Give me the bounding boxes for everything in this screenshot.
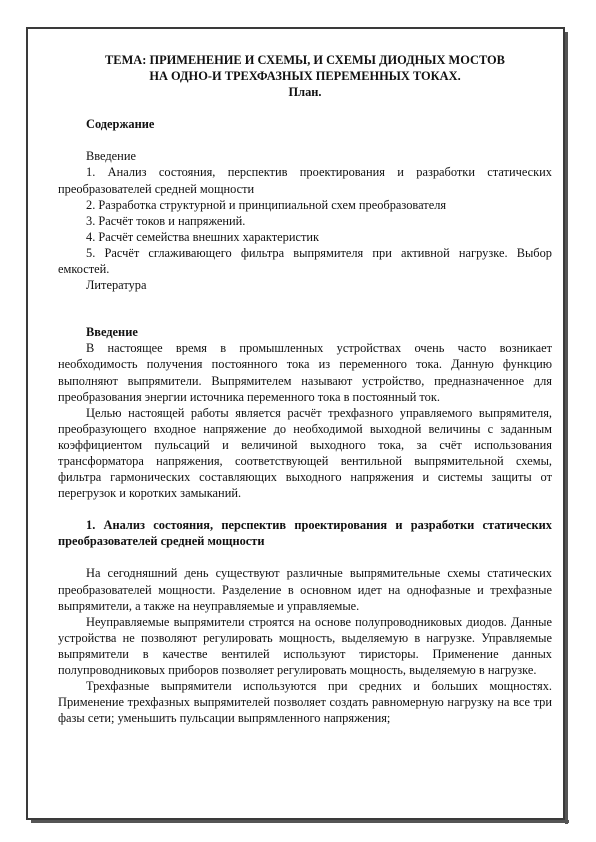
intro-paragraph: Целью настоящей работы является расчёт трехфазного управляемого выпрямителя, преобразующего входное напряжение до необходимой выходной величины с заданным коэффициентом пульсаций и величиной выходного тока, за счёт использования трансформатора напряжения, соответствующей вентильной выпрямительной схемы, фильтра гармонических составляющих выходного напряжения и системы защиты от перегрузок и коротких замыканий. xyxy=(58,405,552,501)
intro-heading: Введение xyxy=(86,325,138,340)
toc-item: Введение xyxy=(86,149,136,164)
toc-item: 3. Расчёт токов и напряжений. xyxy=(86,213,246,228)
section-1-paragraph: Трехфазные выпрямители используются при средних и больших мощностях. Применение трехфазных выпрямителей позволяет создать равномерную нагрузку на все три фазы сети; уменьшить пульсации выпрямленного напряжения; xyxy=(58,679,552,726)
document-title-line-1: ТЕМА: ПРИМЕНЕНИЕ И СХЕМЫ, И СХЕМЫ ДИОДНЫХ МОСТОВ xyxy=(105,53,505,67)
document-body xyxy=(58,52,552,726)
toc-item: 4. Расчёт семейства внешних характеристик xyxy=(86,229,320,244)
plan-label: План. xyxy=(288,85,322,100)
section-1-heading: 1. Анализ состояния, перспектив проектирования и разработки статических преобразователей средней мощности xyxy=(58,518,552,549)
intro-paragraph: В настоящее время в промышленных устройствах очень часто возникает необходимость получения постоянного тока из переменного тока. Данную функцию выполняют выпрямители. Выпрямителем называют устройство, предназначенное для преобразования энергии источника переменного тока в постоянный ток. xyxy=(58,341,552,404)
section-1-paragraph: На сегодняшний день существуют различные выпрямительные схемы статических преобразователей мощности. Разделение в основном идет на однофазные и трехфазные выпрямители, а также на неуправляемые и управляемые. xyxy=(58,566,552,613)
toc-item: 1. Анализ состояния, перспектив проектирования и разработки статических преобразователей средней мощности xyxy=(58,165,552,196)
contents-heading: Содержание xyxy=(86,117,155,132)
document-title-line-2: НА ОДНО-И ТРЕХФАЗНЫХ ПЕРЕМЕННЫХ ТОКАХ. xyxy=(149,69,461,84)
table-of-contents xyxy=(58,148,552,293)
toc-item: Литература xyxy=(86,278,147,293)
toc-item: 2. Разработка структурной и принципиальной схем преобразователя xyxy=(86,197,447,212)
section-1-paragraph: Неуправляемые выпрямители строятся на основе полупроводниковых диодов. Данные устройства не позволяют регулировать мощность, выделяемую в нагрузке. Управляемые выпрямители в качестве вентилей используют тиристоры. Применение данных полупроводниковых приборов позволяет регулировать мощность, выделяемую в нагрузке. xyxy=(58,614,552,677)
toc-item: 5. Расчёт сглаживающего фильтра выпрямителя при активной нагрузке. Выбор емкостей. xyxy=(58,245,552,277)
